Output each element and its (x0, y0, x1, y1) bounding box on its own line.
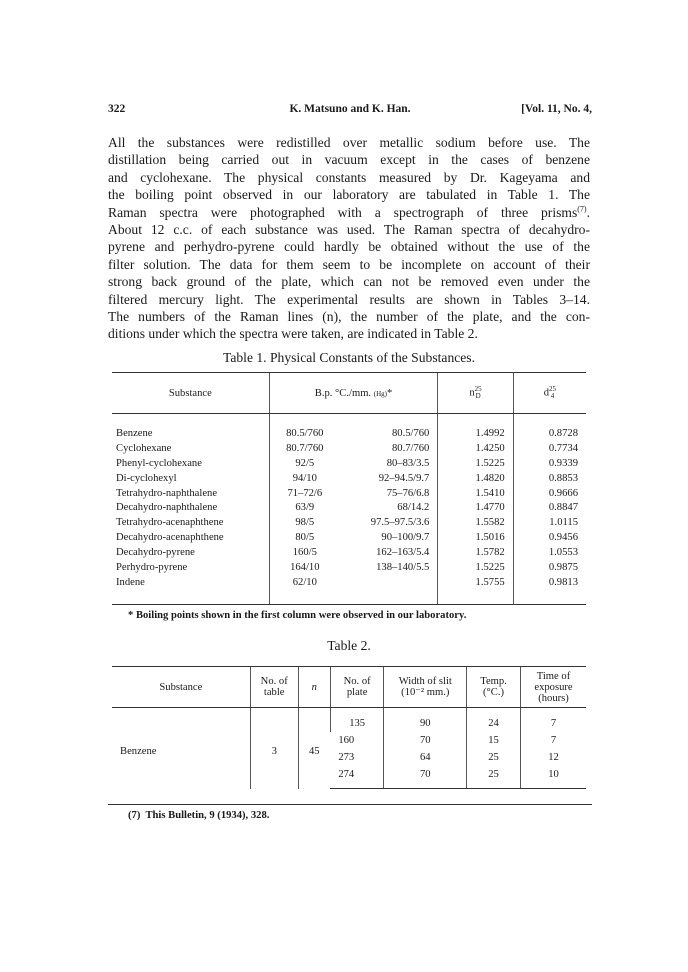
table-cell: 7 (521, 708, 586, 733)
table-cell: 98/5 (269, 515, 340, 530)
body-line: distillation being carried out in vacuum except in the cases of benzene (108, 152, 590, 168)
col-exposure-time: Time of exposure (hours) (521, 667, 586, 708)
table-cell-table-no: 3 (250, 708, 298, 789)
table-cell: 94/10 (269, 471, 340, 486)
table-row (112, 708, 586, 733)
table2-caption: Table 2. (327, 638, 371, 653)
table-cell: 0.8853 (513, 471, 586, 486)
table-cell: 80.5/760 (391, 427, 430, 439)
col-plate-number: No. of plate (330, 667, 384, 708)
col-substance: Substance (112, 667, 250, 708)
table-cell: Indene (112, 575, 269, 604)
table-cell: 90 (384, 708, 467, 733)
reference-mark: (7) (577, 204, 587, 214)
col-substance: Substance (112, 373, 269, 414)
table-cell: Phenyl-cyclohexane (116, 457, 202, 469)
page-footnote: (7) This Bulletin, 9 (1934), 328. (128, 810, 270, 821)
table-cell: 70 (384, 766, 467, 789)
table-cell: 1.0115 (513, 515, 586, 530)
body-line-text: Raman spectra were photographed with a spectrograph of three prisms (108, 204, 578, 220)
table-cell: 164/10 (269, 560, 340, 575)
body-line: filter solution. The data for them seem to be incomplete on account of their (108, 256, 590, 272)
table-cell (340, 575, 438, 604)
table-cell: 75–76/6.8 (386, 487, 430, 499)
table-cell: Di-cyclohexyl (116, 472, 177, 484)
table-cell: 80.7/760 (391, 442, 430, 454)
table-cell: 1.5755 (438, 575, 513, 604)
table-cell: Decahydro-naphthalene (116, 502, 218, 514)
table-cell: 25 (467, 766, 521, 789)
table-cell: 162–163/5.4 (376, 547, 430, 559)
table-cell: 1.4250 (438, 441, 513, 456)
table-cell: Benzene (116, 427, 153, 439)
table-cell: 80/5 (269, 530, 340, 545)
table-cell: 90–100/9.7 (381, 532, 430, 544)
table-cell-n: 45 (298, 708, 330, 789)
table-cell: 0.9339 (513, 456, 586, 471)
running-authors: K. Matsuno and K. Han. (289, 103, 411, 115)
table-cell: 274 (330, 766, 384, 789)
table-row (112, 441, 586, 456)
table-cell: 92/5 (269, 456, 340, 471)
table-cell: 62/10 (269, 575, 340, 604)
table-cell: 10 (521, 766, 586, 789)
table-cell: 63/9 (269, 500, 340, 515)
body-line: and cyclohexane. The physical constants measured by Dr. Kageyama and (108, 169, 590, 185)
table-cell: 97.5–97.5/3.6 (370, 517, 430, 529)
table-row (112, 486, 586, 501)
table-cell: 0.8847 (513, 500, 586, 515)
body-line: The numbers of the Raman lines (n), the number of the plate, and the con- (108, 309, 590, 325)
col-slit-width: Width of slit (10⁻² mm.) (384, 667, 467, 708)
footnote-divider (108, 804, 592, 805)
table-cell-substance: Benzene (120, 746, 157, 758)
table-row (112, 545, 586, 560)
table-row (112, 560, 586, 575)
table-cell: 1.4992 (438, 414, 513, 441)
volume-info: [Vol. 11, No. 4, (521, 103, 592, 115)
table-cell: 12 (521, 749, 586, 766)
body-line: the boiling point observed in our laboratory are tabulated in Table 1. The (108, 187, 590, 203)
table-cell: 80.5/760 (269, 414, 340, 441)
body-line-tail: . (586, 204, 590, 220)
col-density: d 25 4 (513, 373, 586, 414)
body-line (108, 204, 590, 221)
body-paragraph (108, 134, 590, 343)
col-table-number: No. of table (250, 667, 298, 708)
table-cell: 80–83/3.5 (386, 457, 430, 469)
table-row (112, 515, 586, 530)
table-cell: Tetrahydro-acenaphthene (116, 517, 224, 529)
table-cell: 80.7/760 (269, 441, 340, 456)
table-cell: 1.5016 (438, 530, 513, 545)
table-cell: Perhydro-pyrene (116, 561, 188, 573)
table-row (112, 500, 586, 515)
running-header (108, 103, 592, 119)
col-n: n (298, 667, 330, 708)
table-cell: 160/5 (269, 545, 340, 560)
table-cell: 1.5582 (438, 515, 513, 530)
table-cell: 0.7734 (513, 441, 586, 456)
table-cell: 24 (467, 708, 521, 733)
col-temperature: Temp. (°C.) (467, 667, 521, 708)
col-refractive-index: n 25 D (438, 373, 513, 414)
table-row (112, 530, 586, 545)
table-cell: 70 (384, 732, 467, 749)
table2-conditions (112, 666, 586, 789)
table-cell: 71–72/6 (269, 486, 340, 501)
table-cell: 1.4820 (438, 471, 513, 486)
table-cell: 1.5225 (438, 560, 513, 575)
table-cell: Cyclohexane (116, 442, 172, 454)
table-cell: 1.5225 (438, 456, 513, 471)
table-row (112, 414, 586, 441)
table-cell: Decahydro-pyrene (116, 547, 195, 559)
table1-physical-constants (112, 372, 586, 605)
table-cell: 0.9875 (513, 560, 586, 575)
table-cell: 92–94.5/9.7 (378, 472, 430, 484)
page-number: 322 (108, 103, 126, 115)
table1-caption: Table 1. Physical Constants of the Substances. (222, 350, 475, 365)
table-row (112, 471, 586, 486)
table-cell: 0.9813 (513, 575, 586, 604)
table-cell: 1.0553 (513, 545, 586, 560)
table-cell: 0.9666 (513, 486, 586, 501)
table1-footnote: * Boiling points shown in the first column were observed in our laboratory. (128, 610, 467, 621)
table-cell: 64 (384, 749, 467, 766)
table-cell: 138–140/5.5 (376, 561, 430, 573)
body-line: pyrene and perhydro-pyrene could hardly be obtained without the use of the (108, 239, 590, 255)
table1-header-row (112, 373, 586, 414)
body-line: strong back ground of the plate, which can not be removed even under the (108, 274, 590, 290)
table-cell: 68/14.2 (397, 502, 430, 514)
table-cell: 160 (338, 735, 355, 746)
table1-body (112, 414, 586, 605)
table-cell: 0.8728 (513, 414, 586, 441)
table-cell: 25 (467, 749, 521, 766)
table-row (112, 575, 586, 604)
body-line: filtered mercury light. The experimental results are shown in Tables 3–14. (108, 291, 590, 307)
table-cell: 273 (338, 752, 355, 763)
table-row (112, 456, 586, 471)
table-cell: 15 (467, 732, 521, 749)
table-cell: 0.9456 (513, 530, 586, 545)
body-line: All the substances were redistilled over metallic sodium before use. The (108, 135, 590, 150)
body-line: About 12 c.c. of each substance was used. The Raman spectra of decahydro- (108, 222, 590, 238)
body-line: ditions under which the spectra were taken, are indicated in Table 2. (108, 326, 478, 342)
table-cell: 1.5410 (438, 486, 513, 501)
table2-header-row (112, 667, 586, 708)
table-cell: 1.5782 (438, 545, 513, 560)
table2-body (112, 708, 586, 789)
table-cell: 7 (521, 732, 586, 749)
table-cell: 135 (330, 708, 384, 733)
table-cell: Tetrahydro-naphthalene (116, 487, 218, 499)
col-boiling-point: B.p. °C./mm. (Hg)* (269, 373, 438, 414)
table-cell: Decahydro-acenaphthene (116, 532, 224, 544)
table-cell: 1.4770 (438, 500, 513, 515)
